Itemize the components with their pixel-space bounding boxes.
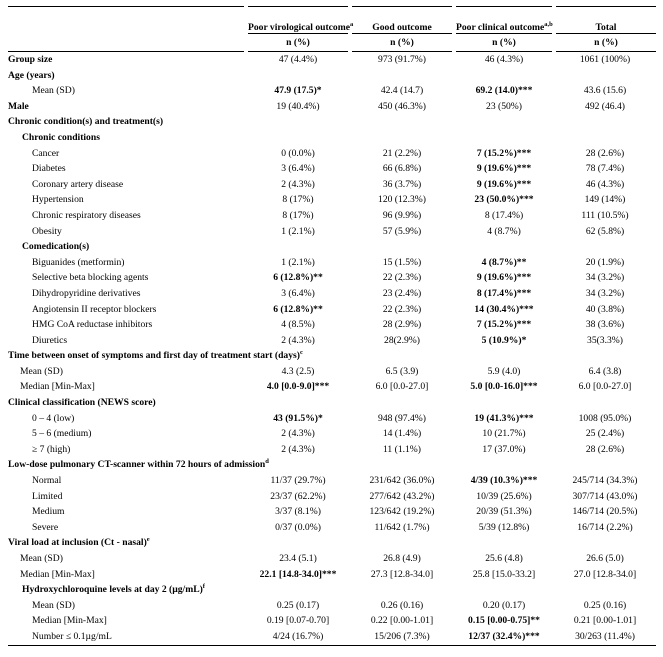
table-row bbox=[8, 255, 656, 271]
poor-virological-cell: 4.3 (2.5) bbox=[281, 365, 315, 377]
poor-virological-cell bbox=[246, 582, 350, 598]
row-label bbox=[8, 442, 246, 458]
footnote-marker: c bbox=[299, 349, 303, 357]
row-label-text: Obesity bbox=[32, 225, 62, 237]
footnote-marker: f bbox=[202, 583, 205, 590]
good-outcome-cell: 23 (2.4%) bbox=[382, 287, 422, 299]
poor-virological-cell: 3 (6.4%) bbox=[281, 287, 315, 299]
row-label bbox=[8, 114, 246, 130]
table-row bbox=[8, 520, 656, 536]
table-row bbox=[8, 114, 656, 130]
poor-clinical-cell: 8 (17.4%) bbox=[484, 209, 524, 221]
good-outcome-cell: 0.26 (0.16) bbox=[380, 599, 424, 611]
table-row bbox=[8, 302, 656, 318]
poor-clinical-cell: 0.15 [0.00-0.75]** bbox=[468, 615, 540, 627]
row-label-text: Cancer bbox=[32, 147, 60, 159]
poor-clinical-cell: 7 (15.2%)*** bbox=[476, 147, 532, 159]
table-row bbox=[8, 208, 656, 224]
row-label-text: Viral load at inclusion (Ct - nasal) bbox=[8, 537, 147, 549]
good-outcome-cell: 948 (97.4%) bbox=[378, 412, 426, 424]
poor-clinical-cell: 19 (41.3%)*** bbox=[474, 412, 534, 424]
row-label-text: Coronary artery disease bbox=[32, 178, 124, 190]
good-outcome-cell: 15 (1.5%) bbox=[382, 256, 422, 268]
good-outcome-cell bbox=[350, 535, 454, 551]
row-label-text: Hydroxychloroquine levels at day 2 (µg/mL) bbox=[22, 584, 203, 596]
good-outcome-cell: 14 (1.4%) bbox=[382, 428, 422, 440]
good-outcome-cell: 973 (91.7%) bbox=[378, 54, 426, 65]
row-label-text: Diuretics bbox=[32, 334, 68, 346]
good-outcome-cell: 450 (46.3%) bbox=[378, 100, 426, 112]
header-blank-units bbox=[8, 34, 246, 52]
poor-virological-cell: 4.0 [0.0-9.0]*** bbox=[266, 381, 330, 393]
poor-clinical-cell: 25.8 [15.0-33.2] bbox=[472, 568, 536, 580]
poor-virological-cell: 4 (8.5%) bbox=[281, 319, 315, 331]
row-label bbox=[8, 286, 246, 302]
total-cell: 28 (2.6%) bbox=[585, 443, 625, 455]
poor-clinical-cell: 12/37 (32.4%)*** bbox=[454, 629, 554, 645]
total-cell: 1008 (95.0%) bbox=[578, 412, 632, 424]
table-row bbox=[8, 489, 656, 505]
poor-clinical-cell bbox=[454, 395, 554, 411]
row-label bbox=[8, 99, 246, 115]
total-cell: 111 (10.5%) bbox=[581, 209, 629, 221]
row-label bbox=[8, 255, 246, 271]
total-cell bbox=[554, 395, 656, 411]
poor-clinical-cell: 5.0 [0.0-16.0]*** bbox=[470, 381, 538, 393]
good-outcome-cell: 15/206 (7.3%) bbox=[350, 629, 454, 645]
row-label bbox=[8, 348, 303, 364]
header-total: Total bbox=[554, 7, 656, 34]
header-poor-virological: Poor virological outcome$^a$ bbox=[246, 7, 350, 34]
row-label-text: Mean (SD) bbox=[32, 599, 75, 611]
poor-clinical-cell bbox=[454, 348, 554, 364]
good-outcome-cell: 28(2.9%) bbox=[384, 334, 420, 346]
poor-clinical-cell: 4/39 (10.3%)*** bbox=[470, 475, 538, 487]
header-unit: n (%) bbox=[350, 34, 454, 52]
row-label bbox=[8, 426, 246, 442]
total-cell: 46 (4.3%) bbox=[585, 178, 625, 190]
row-label-text: HMG CoA reductase inhibitors bbox=[32, 319, 153, 331]
poor-clinical-cell: 10 (21.7%) bbox=[482, 428, 526, 440]
row-label bbox=[8, 582, 246, 598]
good-outcome-cell: 11/642 (1.7%) bbox=[374, 521, 430, 533]
table-row bbox=[8, 83, 656, 99]
total-cell: 38 (3.6%) bbox=[585, 319, 625, 331]
poor-virological-cell: 43 (91.5%)* bbox=[273, 412, 323, 424]
row-label bbox=[8, 567, 246, 583]
poor-clinical-cell: 5/39 (12.8%) bbox=[478, 521, 530, 533]
row-label-text: Biguanides (metformin) bbox=[32, 256, 125, 268]
row-label-text: Time between onset of symptoms and first day of treatment start (days) bbox=[8, 350, 300, 362]
row-label bbox=[8, 551, 246, 567]
table-row bbox=[8, 582, 656, 598]
good-outcome-cell: 120 (12.3%) bbox=[378, 194, 426, 206]
total-cell bbox=[554, 457, 656, 473]
good-outcome-cell: 231/642 (36.0%) bbox=[369, 475, 435, 487]
poor-clinical-cell: 25.6 (4.8) bbox=[485, 553, 523, 564]
good-outcome-cell: 66 (6.8%) bbox=[382, 163, 422, 175]
row-label bbox=[8, 535, 246, 551]
total-cell bbox=[554, 114, 656, 130]
table-row bbox=[8, 146, 656, 162]
table-row bbox=[8, 629, 656, 645]
total-cell: 25 (2.4%) bbox=[585, 428, 625, 440]
good-outcome-cell bbox=[350, 348, 454, 364]
poor-clinical-cell: 4 (8.7%)** bbox=[481, 256, 527, 268]
good-outcome-cell: 6.5 (3.9) bbox=[385, 365, 419, 377]
good-outcome-cell: 22 (2.3%) bbox=[382, 272, 422, 284]
total-cell bbox=[554, 582, 656, 598]
good-outcome-cell: 123/642 (19.2%) bbox=[369, 506, 435, 518]
poor-virological-cell bbox=[246, 68, 350, 84]
poor-clinical-cell: 9 (19.6%)*** bbox=[476, 178, 532, 190]
good-outcome-cell: 6.0 [0.0-27.0] bbox=[375, 381, 429, 393]
header-blank bbox=[8, 7, 246, 34]
total-cell: 492 (46.4) bbox=[585, 100, 625, 112]
poor-virological-cell: 8 (17%) bbox=[282, 194, 314, 206]
table-row bbox=[8, 567, 656, 583]
row-label-text: Group size bbox=[8, 54, 53, 65]
table-row bbox=[8, 99, 656, 115]
poor-clinical-cell bbox=[454, 239, 554, 255]
table-row bbox=[8, 364, 656, 380]
row-label-text: ≥ 7 (high) bbox=[32, 443, 71, 455]
results-table bbox=[8, 6, 656, 646]
row-label-text: Normal bbox=[32, 475, 62, 487]
table-row bbox=[8, 317, 656, 333]
poor-virological-cell bbox=[246, 239, 350, 255]
total-cell: 16/714 (2.2%) bbox=[577, 521, 633, 533]
table-row bbox=[8, 52, 656, 68]
footnote-marker: e bbox=[146, 536, 150, 544]
row-label bbox=[8, 457, 269, 473]
good-outcome-cell bbox=[350, 395, 454, 411]
row-label bbox=[8, 489, 246, 505]
total-cell: 0.21 [0.00-1.01] bbox=[573, 615, 637, 627]
table-row bbox=[8, 177, 656, 193]
poor-virological-cell: 2 (4.3%) bbox=[281, 178, 315, 190]
poor-clinical-cell: 5 (10.9%)* bbox=[481, 334, 527, 346]
footnote-marker: d bbox=[265, 458, 269, 466]
table-row bbox=[8, 395, 656, 411]
poor-virological-cell: 1 (2.1%) bbox=[281, 256, 315, 268]
poor-clinical-cell: 8 (17.4%)*** bbox=[476, 287, 532, 299]
row-label-text: Chronic condition(s) and treatment(s) bbox=[8, 116, 164, 128]
good-outcome-cell: 42.4 (14.7) bbox=[380, 85, 424, 97]
poor-virological-cell: 47 (4.4%) bbox=[278, 54, 318, 65]
row-label-text: Chronic respiratory diseases bbox=[32, 209, 141, 221]
row-label-text: Median [Min-Max] bbox=[20, 568, 95, 580]
poor-virological-cell: 0.25 (0.17) bbox=[276, 599, 320, 611]
total-cell: 62 (5.8%) bbox=[585, 225, 625, 237]
poor-clinical-cell: 9 (19.6%)*** bbox=[476, 272, 532, 284]
total-cell: 307/714 (43.0%) bbox=[572, 490, 638, 502]
poor-clinical-cell: 4 (8.7%) bbox=[487, 225, 521, 237]
poor-virological-cell bbox=[246, 535, 350, 551]
row-label-text: Medium bbox=[32, 506, 65, 518]
header-unit: n (%) bbox=[454, 34, 554, 52]
good-outcome-cell bbox=[350, 457, 454, 473]
poor-clinical-cell: 23 (50.0%)*** bbox=[474, 194, 534, 206]
row-label bbox=[8, 177, 246, 193]
row-label bbox=[8, 83, 246, 99]
total-cell: 34 (3.2%) bbox=[585, 272, 625, 284]
header-good-outcome: Good outcome bbox=[350, 7, 454, 34]
good-outcome-cell: 21 (2.2%) bbox=[382, 147, 422, 159]
poor-virological-cell: 22.1 [14.8-34.0]*** bbox=[259, 568, 337, 580]
row-label bbox=[8, 520, 246, 536]
good-outcome-cell bbox=[350, 68, 454, 84]
poor-clinical-cell: 46 (4.3%) bbox=[484, 54, 524, 65]
total-cell: 6.0 [0.0-27.0] bbox=[578, 381, 632, 393]
poor-virological-cell: 23.4 (5.1) bbox=[279, 553, 317, 564]
row-label-text: Diabetes bbox=[32, 163, 66, 175]
row-label-text: Angiotensin II receptor blockers bbox=[32, 303, 157, 315]
row-label bbox=[8, 364, 246, 380]
row-label bbox=[8, 613, 246, 629]
row-label-text: Male bbox=[8, 100, 29, 112]
row-label bbox=[8, 504, 246, 520]
total-cell: 35(3.3%) bbox=[587, 334, 623, 346]
row-label bbox=[8, 239, 246, 255]
header-row-labels bbox=[8, 7, 656, 34]
row-label bbox=[8, 629, 246, 645]
row-label-text: Mean (SD) bbox=[20, 553, 63, 564]
table-row bbox=[8, 270, 656, 286]
row-label bbox=[8, 379, 246, 395]
row-label-text: Age (years) bbox=[8, 69, 55, 81]
poor-clinical-cell bbox=[454, 114, 554, 130]
header-row-units bbox=[8, 34, 656, 52]
poor-clinical-cell: 5.9 (4.0) bbox=[487, 365, 521, 377]
good-outcome-cell: 28 (2.9%) bbox=[382, 319, 422, 331]
table-row bbox=[8, 426, 656, 442]
table-row bbox=[8, 224, 656, 240]
row-label bbox=[8, 333, 246, 349]
row-label-text: Hypertension bbox=[32, 194, 84, 206]
table-row bbox=[8, 411, 656, 427]
poor-virological-cell: 23/37 (62.2%) bbox=[270, 490, 326, 502]
good-outcome-cell: 96 (9.9%) bbox=[382, 209, 422, 221]
poor-clinical-cell: 20/39 (51.3%) bbox=[476, 506, 532, 518]
poor-virological-cell: 19 (40.4%) bbox=[276, 100, 320, 112]
table-row bbox=[8, 239, 656, 255]
poor-virological-cell: 2 (4.3%) bbox=[281, 443, 315, 455]
row-label-text: Mean (SD) bbox=[20, 365, 63, 377]
good-outcome-cell bbox=[350, 582, 454, 598]
poor-virological-cell: 0 (0.0%) bbox=[281, 147, 315, 159]
total-cell bbox=[554, 239, 656, 255]
good-outcome-cell: 22 (2.3%) bbox=[382, 303, 422, 315]
poor-virological-cell: 3/37 (8.1%) bbox=[275, 506, 321, 518]
poor-virological-cell: 3 (6.4%) bbox=[281, 163, 315, 175]
poor-virological-cell: 1 (2.1%) bbox=[281, 225, 315, 237]
row-label bbox=[8, 270, 246, 286]
row-label-text: Selective beta blocking agents bbox=[32, 272, 149, 284]
table-row bbox=[8, 613, 656, 629]
row-label-text: Chronic conditions bbox=[22, 131, 100, 143]
table-row bbox=[8, 535, 656, 551]
total-cell: 26.6 (5.0) bbox=[586, 553, 624, 564]
row-label-text: Mean (SD) bbox=[32, 85, 75, 97]
poor-clinical-cell bbox=[454, 68, 554, 84]
row-label-text: Median [Min-Max] bbox=[20, 381, 95, 393]
poor-virological-cell: 4/24 (16.7%) bbox=[246, 629, 350, 645]
header-unit: n (%) bbox=[246, 34, 350, 52]
header-poor-clinical: Poor clinical outcome$^{a,b}$ bbox=[454, 7, 554, 34]
table-row bbox=[8, 348, 656, 364]
row-label bbox=[8, 598, 246, 614]
poor-clinical-cell: 7 (15.2%)*** bbox=[476, 319, 532, 331]
poor-clinical-cell: 10/39 (25.6%) bbox=[476, 490, 532, 502]
row-label bbox=[8, 146, 246, 162]
table-row bbox=[8, 333, 656, 349]
table-row bbox=[8, 68, 656, 84]
poor-clinical-cell bbox=[454, 582, 554, 598]
poor-virological-cell: 2 (4.3%) bbox=[281, 428, 315, 440]
row-label bbox=[8, 68, 246, 84]
row-label-text: Clinical classification (NEWS score) bbox=[8, 397, 156, 409]
poor-virological-cell: 47.9 (17.5)* bbox=[274, 85, 322, 97]
total-cell: 149 (14%) bbox=[584, 194, 626, 206]
table-row bbox=[8, 286, 656, 302]
good-outcome-cell: 36 (3.7%) bbox=[382, 178, 422, 190]
row-label bbox=[8, 161, 246, 177]
total-cell: 28 (2.6%) bbox=[585, 147, 625, 159]
table-row bbox=[8, 551, 656, 567]
row-label-text: 0 – 4 (low) bbox=[32, 412, 75, 424]
row-label bbox=[8, 52, 246, 68]
row-label bbox=[8, 130, 246, 146]
good-outcome-cell: 277/642 (43.2%) bbox=[369, 490, 435, 502]
row-label-text: Comedication(s) bbox=[22, 241, 90, 253]
table-row bbox=[8, 504, 656, 520]
good-outcome-cell: 27.3 [12.8-34.0] bbox=[370, 568, 434, 580]
total-cell: 146/714 (20.5%) bbox=[572, 506, 638, 518]
total-cell: 43.6 (15.6) bbox=[583, 85, 627, 97]
row-label-text: Dihydropyridine derivatives bbox=[32, 287, 141, 299]
row-label-text: 5 – 6 (medium) bbox=[32, 428, 92, 440]
good-outcome-cell: 11 (1.1%) bbox=[382, 443, 421, 455]
total-cell bbox=[554, 68, 656, 84]
table-body bbox=[8, 52, 656, 646]
good-outcome-cell: 0.22 [0.00-1.01] bbox=[370, 615, 434, 627]
row-label bbox=[8, 224, 246, 240]
good-outcome-cell bbox=[350, 114, 454, 130]
total-cell: 1061 (100%) bbox=[579, 54, 631, 65]
row-label-text: Number ≤ 0.1µg/mL bbox=[32, 630, 112, 642]
total-cell: 20 (1.9%) bbox=[585, 256, 625, 268]
poor-virological-cell: 6 (12.8%)** bbox=[273, 272, 323, 284]
poor-virological-cell: 0.19 [0.07-0.70] bbox=[266, 615, 330, 627]
total-cell: 40 (3.8%) bbox=[585, 303, 625, 315]
poor-virological-cell bbox=[246, 114, 350, 130]
good-outcome-cell bbox=[350, 239, 454, 255]
row-label-text: Median [Min-Max] bbox=[32, 615, 107, 627]
poor-clinical-cell bbox=[454, 535, 554, 551]
table-row bbox=[8, 598, 656, 614]
poor-clinical-cell: 69.2 (14.0)*** bbox=[475, 85, 533, 97]
total-cell: 78 (7.4%) bbox=[585, 163, 625, 175]
row-label-text: Severe bbox=[32, 521, 59, 533]
total-cell bbox=[554, 130, 656, 146]
row-label bbox=[8, 473, 246, 489]
poor-clinical-cell: 0.20 (0.17) bbox=[482, 599, 526, 611]
poor-virological-cell bbox=[246, 130, 350, 146]
poor-clinical-cell bbox=[454, 457, 554, 473]
table-row bbox=[8, 442, 656, 458]
table-row bbox=[8, 130, 656, 146]
poor-virological-cell: 6 (12.8%)** bbox=[273, 303, 323, 315]
row-label-text: Limited bbox=[32, 490, 63, 502]
poor-clinical-cell bbox=[454, 130, 554, 146]
row-label bbox=[8, 192, 246, 208]
poor-clinical-cell: 23 (50%) bbox=[486, 100, 522, 112]
total-cell: 30/263 (11.4%) bbox=[554, 629, 656, 645]
table-header bbox=[8, 7, 656, 52]
header-unit: n (%) bbox=[554, 34, 656, 52]
table-row bbox=[8, 379, 656, 395]
row-label-text: Low-dose pulmonary CT-scanner within 72 hours of admission bbox=[8, 459, 266, 471]
poor-virological-cell: 2 (4.3%) bbox=[281, 334, 315, 346]
poor-clinical-cell: 9 (19.6%)*** bbox=[476, 163, 532, 175]
poor-virological-cell: 8 (17%) bbox=[282, 209, 314, 221]
table-row bbox=[8, 161, 656, 177]
poor-virological-cell: 11/37 (29.7%) bbox=[270, 475, 326, 487]
table-row bbox=[8, 457, 656, 473]
good-outcome-cell: 57 (5.9%) bbox=[382, 225, 422, 237]
row-label bbox=[8, 411, 246, 427]
total-cell: 245/714 (34.3%) bbox=[572, 475, 638, 487]
total-cell bbox=[554, 348, 656, 364]
table-row bbox=[8, 192, 656, 208]
row-label bbox=[8, 208, 246, 224]
poor-virological-cell bbox=[246, 395, 350, 411]
total-cell: 6.4 (3.8) bbox=[588, 365, 622, 377]
total-cell: 34 (3.2%) bbox=[585, 287, 625, 299]
good-outcome-cell: 26.8 (4.9) bbox=[383, 553, 421, 564]
poor-clinical-cell: 17 (37.0%) bbox=[482, 443, 526, 455]
poor-clinical-cell: 14 (30.4%)*** bbox=[474, 303, 534, 315]
poor-virological-cell: 0/37 (0.0%) bbox=[275, 521, 321, 533]
total-cell: 0.25 (0.16) bbox=[583, 599, 627, 611]
row-label bbox=[8, 395, 246, 411]
table-row bbox=[8, 473, 656, 489]
total-cell bbox=[554, 535, 656, 551]
row-label bbox=[8, 302, 246, 318]
total-cell: 27.0 [12.8-34.0] bbox=[573, 568, 637, 580]
row-label bbox=[8, 317, 246, 333]
good-outcome-cell bbox=[350, 130, 454, 146]
